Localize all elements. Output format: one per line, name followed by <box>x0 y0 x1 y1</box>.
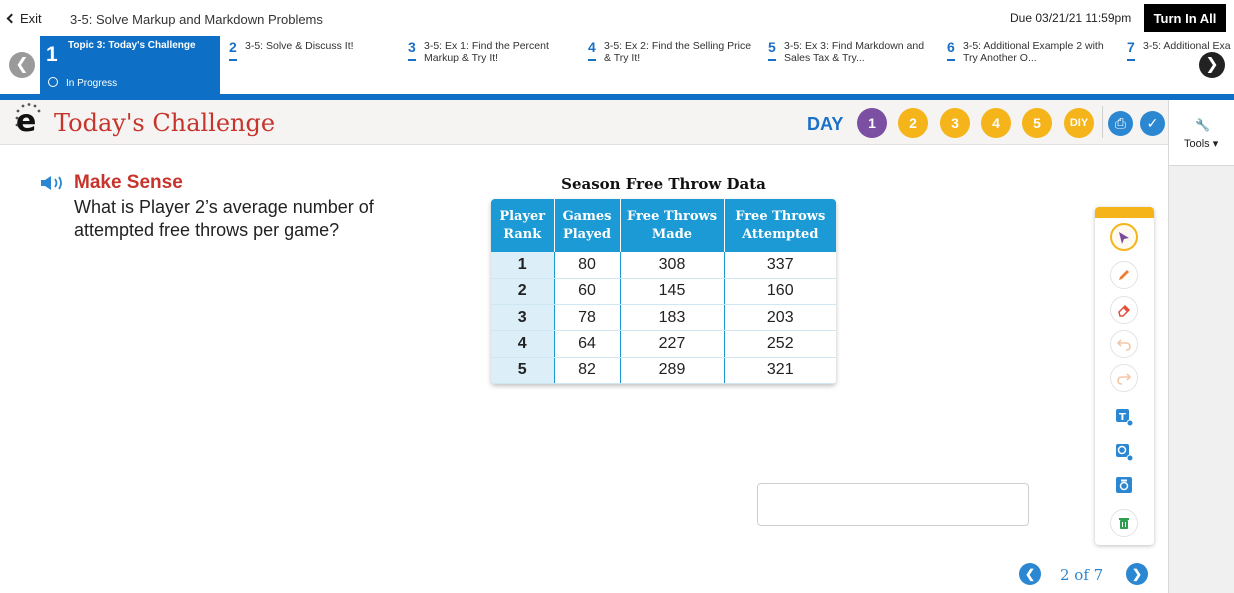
tools-menu-button[interactable]: 🔧 Tools ▾ <box>1169 100 1234 166</box>
step-label: 3-5: Ex 1: Find the Percent Markup & Try It! <box>424 40 549 64</box>
step-number: 5 <box>768 39 776 55</box>
table-cell: 82 <box>554 357 620 383</box>
table-header-row <box>491 199 836 252</box>
tools-panel <box>1168 100 1234 593</box>
page-title: Today's Challenge <box>54 109 276 137</box>
table-row <box>491 357 836 383</box>
zoom-tool-button[interactable] <box>1110 438 1138 466</box>
page-indicator: 2 of 7 <box>1060 566 1104 584</box>
column-header: Free Throws Attempted <box>724 199 836 252</box>
step-navigation <box>0 36 1234 94</box>
camera-tool-button[interactable] <box>1110 471 1138 499</box>
eraser-icon <box>1117 303 1131 317</box>
clock-icon <box>48 77 58 87</box>
table-cell: 80 <box>554 252 620 278</box>
chevron-left-icon <box>7 14 17 24</box>
camera-icon <box>1115 476 1133 494</box>
table-cell: 145 <box>620 278 724 304</box>
delete-button[interactable] <box>1110 509 1138 537</box>
step-1[interactable] <box>40 36 220 94</box>
table-cell: 203 <box>724 305 836 331</box>
table-cell: 5 <box>491 357 554 383</box>
next-step-button[interactable] <box>1199 52 1225 78</box>
previous-page-button[interactable] <box>1019 563 1041 585</box>
table-cell: 321 <box>724 357 836 383</box>
undo-button[interactable] <box>1110 330 1138 358</box>
day-label: DAY <box>807 114 844 134</box>
step-4[interactable] <box>588 36 758 94</box>
chevron-right-icon: ❯ <box>1131 567 1143 581</box>
day-4-button[interactable]: 4 <box>981 108 1011 138</box>
day-2-button[interactable]: 2 <box>898 108 928 138</box>
answer-input[interactable] <box>757 483 1029 526</box>
table-cell: 308 <box>620 252 724 278</box>
toolbar-drag-handle[interactable] <box>1095 207 1154 218</box>
data-table <box>491 199 836 384</box>
column-header: Player Rank <box>491 199 554 252</box>
exit-button[interactable]: Exit <box>8 11 42 26</box>
eraser-tool-button[interactable] <box>1110 296 1138 324</box>
day-diy-button[interactable]: DIY <box>1064 108 1094 138</box>
section-heading: Make Sense <box>74 172 183 193</box>
redo-icon <box>1117 371 1131 385</box>
pen-tool-button[interactable] <box>1110 261 1138 289</box>
pen-icon <box>1117 268 1131 282</box>
challenge-header <box>0 100 1168 145</box>
turn-in-all-button[interactable]: Turn In All <box>1144 4 1226 32</box>
table-cell: 4 <box>491 331 554 357</box>
step-label: 3-5: Ex 3: Find Markdown and Sales Tax & Try... <box>784 40 925 64</box>
table-cell: 227 <box>620 331 724 357</box>
chevron-left-icon: ❮ <box>1024 567 1036 581</box>
step-number: 7 <box>1127 39 1135 55</box>
step-3[interactable] <box>408 36 578 94</box>
column-header: Games Played <box>554 199 620 252</box>
text-box-icon <box>1115 408 1133 426</box>
step-5[interactable] <box>768 36 938 94</box>
table-cell: 183 <box>620 305 724 331</box>
step-label: 3-5: Additional Exa <box>1143 40 1231 52</box>
select-tool-button[interactable] <box>1110 223 1138 251</box>
table-row <box>491 278 836 304</box>
table-cell: 60 <box>554 278 620 304</box>
step-label: Topic 3: Today's Challenge <box>68 40 196 51</box>
step-number: 3 <box>408 39 416 55</box>
table-cell: 337 <box>724 252 836 278</box>
day-3-button[interactable]: 3 <box>940 108 970 138</box>
text-box-tool-button[interactable] <box>1110 403 1138 431</box>
annotation-toolbar <box>1095 207 1154 545</box>
wrench-icon: 🔧 <box>1195 118 1210 132</box>
zoom-icon <box>1115 443 1133 461</box>
envision-logo-icon: e <box>14 102 42 138</box>
step-status: In Progress <box>48 76 117 89</box>
svg-text:T: T <box>1119 412 1126 423</box>
table-cell: 252 <box>724 331 836 357</box>
step-6[interactable] <box>947 36 1117 94</box>
chevron-right-icon: ❯ <box>1205 56 1219 73</box>
step-number: 6 <box>947 39 955 55</box>
step-number: 4 <box>588 39 596 55</box>
step-label: 3-5: Additional Example 2 with Try Another O... <box>963 40 1104 64</box>
select-icon <box>1117 231 1131 245</box>
due-date: Due 03/21/21 11:59pm <box>1010 11 1132 25</box>
table-row <box>491 331 836 357</box>
divider <box>1102 106 1103 138</box>
trash-icon <box>1117 516 1131 530</box>
table-cell: 1 <box>491 252 554 278</box>
redo-button[interactable] <box>1110 364 1138 392</box>
top-bar <box>0 0 1234 36</box>
speaker-icon[interactable] <box>40 175 66 191</box>
table-row <box>491 305 836 331</box>
check-button[interactable] <box>1140 111 1165 136</box>
table-cell: 160 <box>724 278 836 304</box>
table-cell: 289 <box>620 357 724 383</box>
course-title: 3-5: Solve Markup and Markdown Problems <box>70 12 323 27</box>
table-cell: 78 <box>554 305 620 331</box>
table-row <box>491 252 836 278</box>
previous-step-button[interactable] <box>9 52 35 78</box>
step-label: 3-5: Ex 2: Find the Selling Price & Try It! <box>604 40 752 64</box>
next-page-button[interactable] <box>1126 563 1148 585</box>
table-cell: 64 <box>554 331 620 357</box>
table-title: Season Free Throw Data <box>561 175 766 193</box>
step-number: 1 <box>46 43 58 66</box>
step-number: 2 <box>229 39 237 55</box>
check-icon: ✓ <box>1146 115 1159 131</box>
print-icon: ⎙ <box>1114 115 1127 131</box>
column-header: Free Throws Made <box>620 199 724 252</box>
undo-icon <box>1117 337 1131 351</box>
day-5-button[interactable]: 5 <box>1022 108 1052 138</box>
print-button[interactable] <box>1108 111 1133 136</box>
question-text: What is Player 2’s average number of attempted free throws per game? <box>74 197 374 240</box>
day-1-button[interactable]: 1 <box>857 108 887 138</box>
chevron-left-icon: ❮ <box>15 56 29 73</box>
step-2[interactable] <box>229 36 399 94</box>
table-cell: 2 <box>491 278 554 304</box>
table-cell: 3 <box>491 305 554 331</box>
step-label: 3-5: Solve & Discuss It! <box>245 40 354 52</box>
